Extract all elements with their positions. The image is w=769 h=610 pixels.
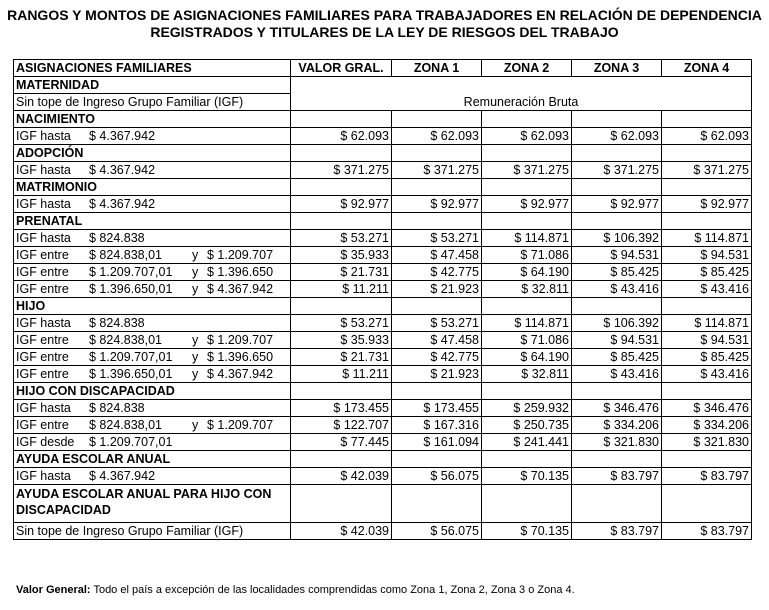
- table-row: [14, 162, 752, 179]
- value-cell: $ 53.271: [392, 315, 482, 332]
- empty-cell: [482, 213, 572, 230]
- range-prefix: IGF hasta: [16, 163, 71, 177]
- empty-cell: [392, 298, 482, 315]
- value-cell: $ 42.039: [291, 468, 392, 485]
- value-cell: $ 321.830: [662, 434, 752, 451]
- range-to: $ 1.209.707: [207, 333, 274, 347]
- value-cell: $ 161.094: [392, 434, 482, 451]
- table-row: [14, 247, 752, 264]
- empty-cell: [662, 485, 752, 523]
- range: [16, 247, 288, 263]
- value-cell: $ 371.275: [392, 162, 482, 179]
- range-cell: [14, 281, 291, 298]
- range-prefix: IGF entre: [16, 248, 69, 262]
- empty-cell: [482, 451, 572, 468]
- range-and: y: [192, 367, 199, 381]
- table-row: [14, 332, 752, 349]
- empty-cell: [572, 485, 662, 523]
- value-cell: $ 62.093: [572, 128, 662, 145]
- range-cell: [14, 315, 291, 332]
- table-row: [14, 196, 752, 213]
- range-from: $ 824.838,01: [89, 248, 162, 262]
- empty-cell: [482, 145, 572, 162]
- empty-cell: [392, 383, 482, 400]
- value-cell: $ 92.977: [572, 196, 662, 213]
- value-cell: $ 85.425: [572, 349, 662, 366]
- value-cell: $ 21.923: [392, 281, 482, 298]
- range-from: $ 824.838,01: [89, 333, 162, 347]
- value-cell: $ 43.416: [662, 281, 752, 298]
- header-zona-1: ZONA 1: [392, 60, 482, 77]
- section-title: NACIMIENTO: [14, 111, 291, 128]
- value-cell: $ 42.039: [291, 523, 392, 540]
- value-cell: $ 334.206: [662, 417, 752, 434]
- value-cell: $ 92.977: [392, 196, 482, 213]
- empty-cell: [482, 383, 572, 400]
- range-from: $ 4.367.942: [89, 469, 156, 483]
- value-cell: $ 94.531: [662, 332, 752, 349]
- header-row: [14, 60, 752, 77]
- range: [16, 366, 288, 382]
- value-cell: $ 56.075: [392, 468, 482, 485]
- value-cell: $ 94.531: [572, 332, 662, 349]
- value-cell: $ 371.275: [291, 162, 392, 179]
- value-cell: $ 92.977: [482, 196, 572, 213]
- table-row: [14, 128, 752, 145]
- value-cell: $ 250.735: [482, 417, 572, 434]
- value-cell: $ 32.811: [482, 281, 572, 298]
- range-prefix: IGF hasta: [16, 129, 71, 143]
- value-cell: $ 53.271: [392, 230, 482, 247]
- page-subtitle: REGISTRADOS Y TITULARES DE LA LEY DE RIESGOS DEL TRABAJO: [150, 24, 619, 40]
- section-hijo-discapacidad: [14, 383, 752, 400]
- empty-cell: [572, 111, 662, 128]
- table-row: [14, 434, 752, 451]
- empty-cell: [291, 451, 392, 468]
- value-cell: $ 371.275: [482, 162, 572, 179]
- header-zona-3: ZONA 3: [572, 60, 662, 77]
- empty-cell: [572, 179, 662, 196]
- range: [16, 230, 288, 246]
- empty-cell: [291, 298, 392, 315]
- empty-cell: [291, 111, 392, 128]
- table-row: [14, 366, 752, 383]
- range-from: $ 1.396.650,01: [89, 282, 173, 296]
- range-cell: [14, 417, 291, 434]
- value-cell: $ 71.086: [482, 247, 572, 264]
- range-prefix: IGF hasta: [16, 469, 71, 483]
- range-from: $ 4.367.942: [89, 197, 156, 211]
- empty-cell: [392, 145, 482, 162]
- value-cell: $ 321.830: [572, 434, 662, 451]
- value-cell: $ 173.455: [392, 400, 482, 417]
- range-and: y: [192, 265, 199, 279]
- range-cell: [14, 162, 291, 179]
- section-adopcion: [14, 145, 752, 162]
- value-cell: $ 21.923: [392, 366, 482, 383]
- value-cell: $ 114.871: [482, 230, 572, 247]
- range-prefix: IGF entre: [16, 418, 69, 432]
- value-cell: $ 71.086: [482, 332, 572, 349]
- value-cell: $ 47.458: [392, 332, 482, 349]
- empty-cell: [572, 145, 662, 162]
- section-title: MATRIMONIO: [14, 179, 291, 196]
- range-prefix: IGF entre: [16, 367, 69, 381]
- value-cell: $ 62.093: [392, 128, 482, 145]
- value-cell: $ 62.093: [482, 128, 572, 145]
- value-cell: $ 56.075: [392, 523, 482, 540]
- range-cell: [14, 247, 291, 264]
- footnote: [16, 584, 575, 596]
- section-title: HIJO: [14, 298, 291, 315]
- footnote-text: Todo el país a excepción de las localidades comprendidas como Zona 1, Zona 2, Zona 3 o Zona 4.: [90, 584, 575, 596]
- value-cell: $ 371.275: [572, 162, 662, 179]
- value-cell: $ 94.531: [662, 247, 752, 264]
- range-from: $ 4.367.942: [89, 163, 156, 177]
- range-and: y: [192, 333, 199, 347]
- range-prefix: IGF desde: [16, 435, 75, 449]
- empty-cell: [291, 383, 392, 400]
- value-cell: $ 83.797: [572, 468, 662, 485]
- table-row: [14, 281, 752, 298]
- empty-cell: [662, 383, 752, 400]
- range-prefix: IGF entre: [16, 333, 69, 347]
- empty-cell: [392, 213, 482, 230]
- section-title: MATERNIDAD: [14, 77, 291, 94]
- maternidad-label: Sin tope de Ingreso Grupo Familiar (IGF): [14, 94, 291, 111]
- value-cell: $ 92.977: [291, 196, 392, 213]
- value-cell: $ 35.933: [291, 332, 392, 349]
- range-cell: [14, 230, 291, 247]
- ayuda-disc-label: Sin tope de Ingreso Grupo Familiar (IGF): [14, 523, 291, 540]
- empty-cell: [392, 111, 482, 128]
- empty-cell: [291, 145, 392, 162]
- range: [16, 196, 288, 212]
- value-cell: $ 346.476: [572, 400, 662, 417]
- empty-cell: [482, 179, 572, 196]
- value-cell: $ 70.135: [482, 468, 572, 485]
- range-from: $ 1.396.650,01: [89, 367, 173, 381]
- value-cell: $ 42.775: [392, 264, 482, 281]
- section-hijo: [14, 298, 752, 315]
- range: [16, 162, 288, 178]
- range-and: y: [192, 248, 199, 262]
- range-prefix: IGF entre: [16, 265, 69, 279]
- value-cell: $ 122.707: [291, 417, 392, 434]
- range: [16, 400, 288, 416]
- empty-cell: [662, 111, 752, 128]
- value-cell: $ 106.392: [572, 315, 662, 332]
- value-cell: $ 32.811: [482, 366, 572, 383]
- value-cell: $ 21.731: [291, 349, 392, 366]
- section-title: AYUDA ESCOLAR ANUAL: [14, 451, 291, 468]
- section-title: HIJO CON DISCAPACIDAD: [14, 383, 291, 400]
- empty-cell: [662, 451, 752, 468]
- empty-cell: [482, 485, 572, 523]
- range-to: $ 1.209.707: [207, 418, 274, 432]
- value-cell: $ 92.977: [662, 196, 752, 213]
- value-cell: $ 47.458: [392, 247, 482, 264]
- empty-cell: [392, 485, 482, 523]
- value-cell: $ 62.093: [291, 128, 392, 145]
- range-cell: [14, 349, 291, 366]
- section-ayuda-escolar-disc: [14, 485, 752, 523]
- range-cell: [14, 366, 291, 383]
- range-from: $ 4.367.942: [89, 129, 156, 143]
- section-title: PRENATAL: [14, 213, 291, 230]
- value-cell: $ 21.731: [291, 264, 392, 281]
- empty-cell: [572, 213, 662, 230]
- range-cell: [14, 332, 291, 349]
- range-prefix: IGF hasta: [16, 401, 71, 415]
- section-title: AYUDA ESCOLAR ANUAL PARA HIJO CON DISCAPACIDAD: [14, 485, 291, 523]
- empty-cell: [572, 451, 662, 468]
- range-to: $ 4.367.942: [207, 282, 274, 296]
- empty-cell: [291, 213, 392, 230]
- table-row: [14, 468, 752, 485]
- section-prenatal: [14, 213, 752, 230]
- value-cell: $ 259.932: [482, 400, 572, 417]
- range-prefix: IGF entre: [16, 282, 69, 296]
- range-and: y: [192, 418, 199, 432]
- maternidad-note: Remuneración Bruta: [291, 77, 752, 111]
- value-cell: $ 83.797: [662, 468, 752, 485]
- value-cell: $ 62.093: [662, 128, 752, 145]
- empty-cell: [291, 179, 392, 196]
- value-cell: $ 83.797: [662, 523, 752, 540]
- range: [16, 315, 288, 331]
- range-from: $ 824.838: [89, 231, 145, 245]
- range-from: $ 1.209.707,01: [89, 265, 173, 279]
- value-cell: $ 106.392: [572, 230, 662, 247]
- value-cell: $ 35.933: [291, 247, 392, 264]
- range-cell: [14, 468, 291, 485]
- range-prefix: IGF hasta: [16, 197, 71, 211]
- value-cell: $ 77.445: [291, 434, 392, 451]
- range-to: $ 1.209.707: [207, 248, 274, 262]
- range-cell: [14, 128, 291, 145]
- header-zona-2: ZONA 2: [482, 60, 572, 77]
- table-row: [14, 264, 752, 281]
- empty-cell: [482, 111, 572, 128]
- value-cell: $ 114.871: [482, 315, 572, 332]
- page-title: RANGOS Y MONTOS DE ASIGNACIONES FAMILIARES PARA TRABAJADORES EN RELACIÓN DE DEPENDENCIA: [7, 7, 762, 23]
- empty-cell: [662, 298, 752, 315]
- empty-cell: [662, 179, 752, 196]
- range-from: $ 824.838: [89, 401, 145, 415]
- section-nacimiento: [14, 111, 752, 128]
- range-to: $ 4.367.942: [207, 367, 274, 381]
- header-valor-gral: VALOR GRAL.: [291, 60, 392, 77]
- range-cell: [14, 434, 291, 451]
- range-prefix: IGF hasta: [16, 231, 71, 245]
- value-cell: $ 53.271: [291, 230, 392, 247]
- header-zona-4: ZONA 4: [662, 60, 752, 77]
- section-title: ADOPCIÓN: [14, 145, 291, 162]
- table-row: [14, 349, 752, 366]
- range-prefix: IGF entre: [16, 350, 69, 364]
- value-cell: $ 85.425: [572, 264, 662, 281]
- allowances-table: [13, 59, 752, 540]
- range-from: $ 1.209.707,01: [89, 350, 173, 364]
- value-cell: $ 167.316: [392, 417, 482, 434]
- range-from: $ 1.209.707,01: [89, 435, 173, 449]
- value-cell: $ 94.531: [572, 247, 662, 264]
- table-row: [14, 400, 752, 417]
- table-row: [14, 230, 752, 247]
- range-and: y: [192, 282, 199, 296]
- value-cell: $ 371.275: [662, 162, 752, 179]
- section-matrimonio: [14, 179, 752, 196]
- range: [16, 128, 288, 144]
- range: [16, 332, 288, 348]
- range-cell: [14, 264, 291, 281]
- range-from: $ 824.838: [89, 316, 145, 330]
- value-cell: $ 43.416: [572, 366, 662, 383]
- empty-cell: [392, 451, 482, 468]
- header-asignaciones: ASIGNACIONES FAMILIARES: [14, 60, 291, 77]
- section-ayuda-escolar: [14, 451, 752, 468]
- value-cell: $ 42.775: [392, 349, 482, 366]
- table-row: [14, 523, 752, 540]
- range: [16, 417, 288, 433]
- range: [16, 349, 288, 365]
- range-to: $ 1.396.650: [207, 350, 274, 364]
- value-cell: $ 173.455: [291, 400, 392, 417]
- value-cell: $ 64.190: [482, 349, 572, 366]
- value-cell: $ 346.476: [662, 400, 752, 417]
- value-cell: $ 11.211: [291, 281, 392, 298]
- value-cell: $ 241.441: [482, 434, 572, 451]
- empty-cell: [392, 179, 482, 196]
- table-row: [14, 417, 752, 434]
- value-cell: $ 85.425: [662, 264, 752, 281]
- value-cell: $ 334.206: [572, 417, 662, 434]
- section-maternidad: [14, 77, 752, 94]
- empty-cell: [572, 298, 662, 315]
- value-cell: $ 53.271: [291, 315, 392, 332]
- empty-cell: [662, 213, 752, 230]
- value-cell: $ 114.871: [662, 315, 752, 332]
- range: [16, 434, 288, 450]
- range-and: y: [192, 350, 199, 364]
- footnote-label: Valor General:: [16, 584, 91, 596]
- range-to: $ 1.396.650: [207, 265, 274, 279]
- value-cell: $ 43.416: [662, 366, 752, 383]
- range-cell: [14, 196, 291, 213]
- empty-cell: [291, 485, 392, 523]
- value-cell: $ 43.416: [572, 281, 662, 298]
- range: [16, 281, 288, 297]
- range: [16, 468, 288, 484]
- value-cell: $ 85.425: [662, 349, 752, 366]
- range: [16, 264, 288, 280]
- value-cell: $ 70.135: [482, 523, 572, 540]
- table-row: [14, 315, 752, 332]
- range-prefix: IGF hasta: [16, 316, 71, 330]
- value-cell: $ 114.871: [662, 230, 752, 247]
- value-cell: $ 83.797: [572, 523, 662, 540]
- empty-cell: [662, 145, 752, 162]
- value-cell: $ 11.211: [291, 366, 392, 383]
- range-cell: [14, 400, 291, 417]
- empty-cell: [482, 298, 572, 315]
- value-cell: $ 64.190: [482, 264, 572, 281]
- empty-cell: [572, 383, 662, 400]
- range-from: $ 824.838,01: [89, 418, 162, 432]
